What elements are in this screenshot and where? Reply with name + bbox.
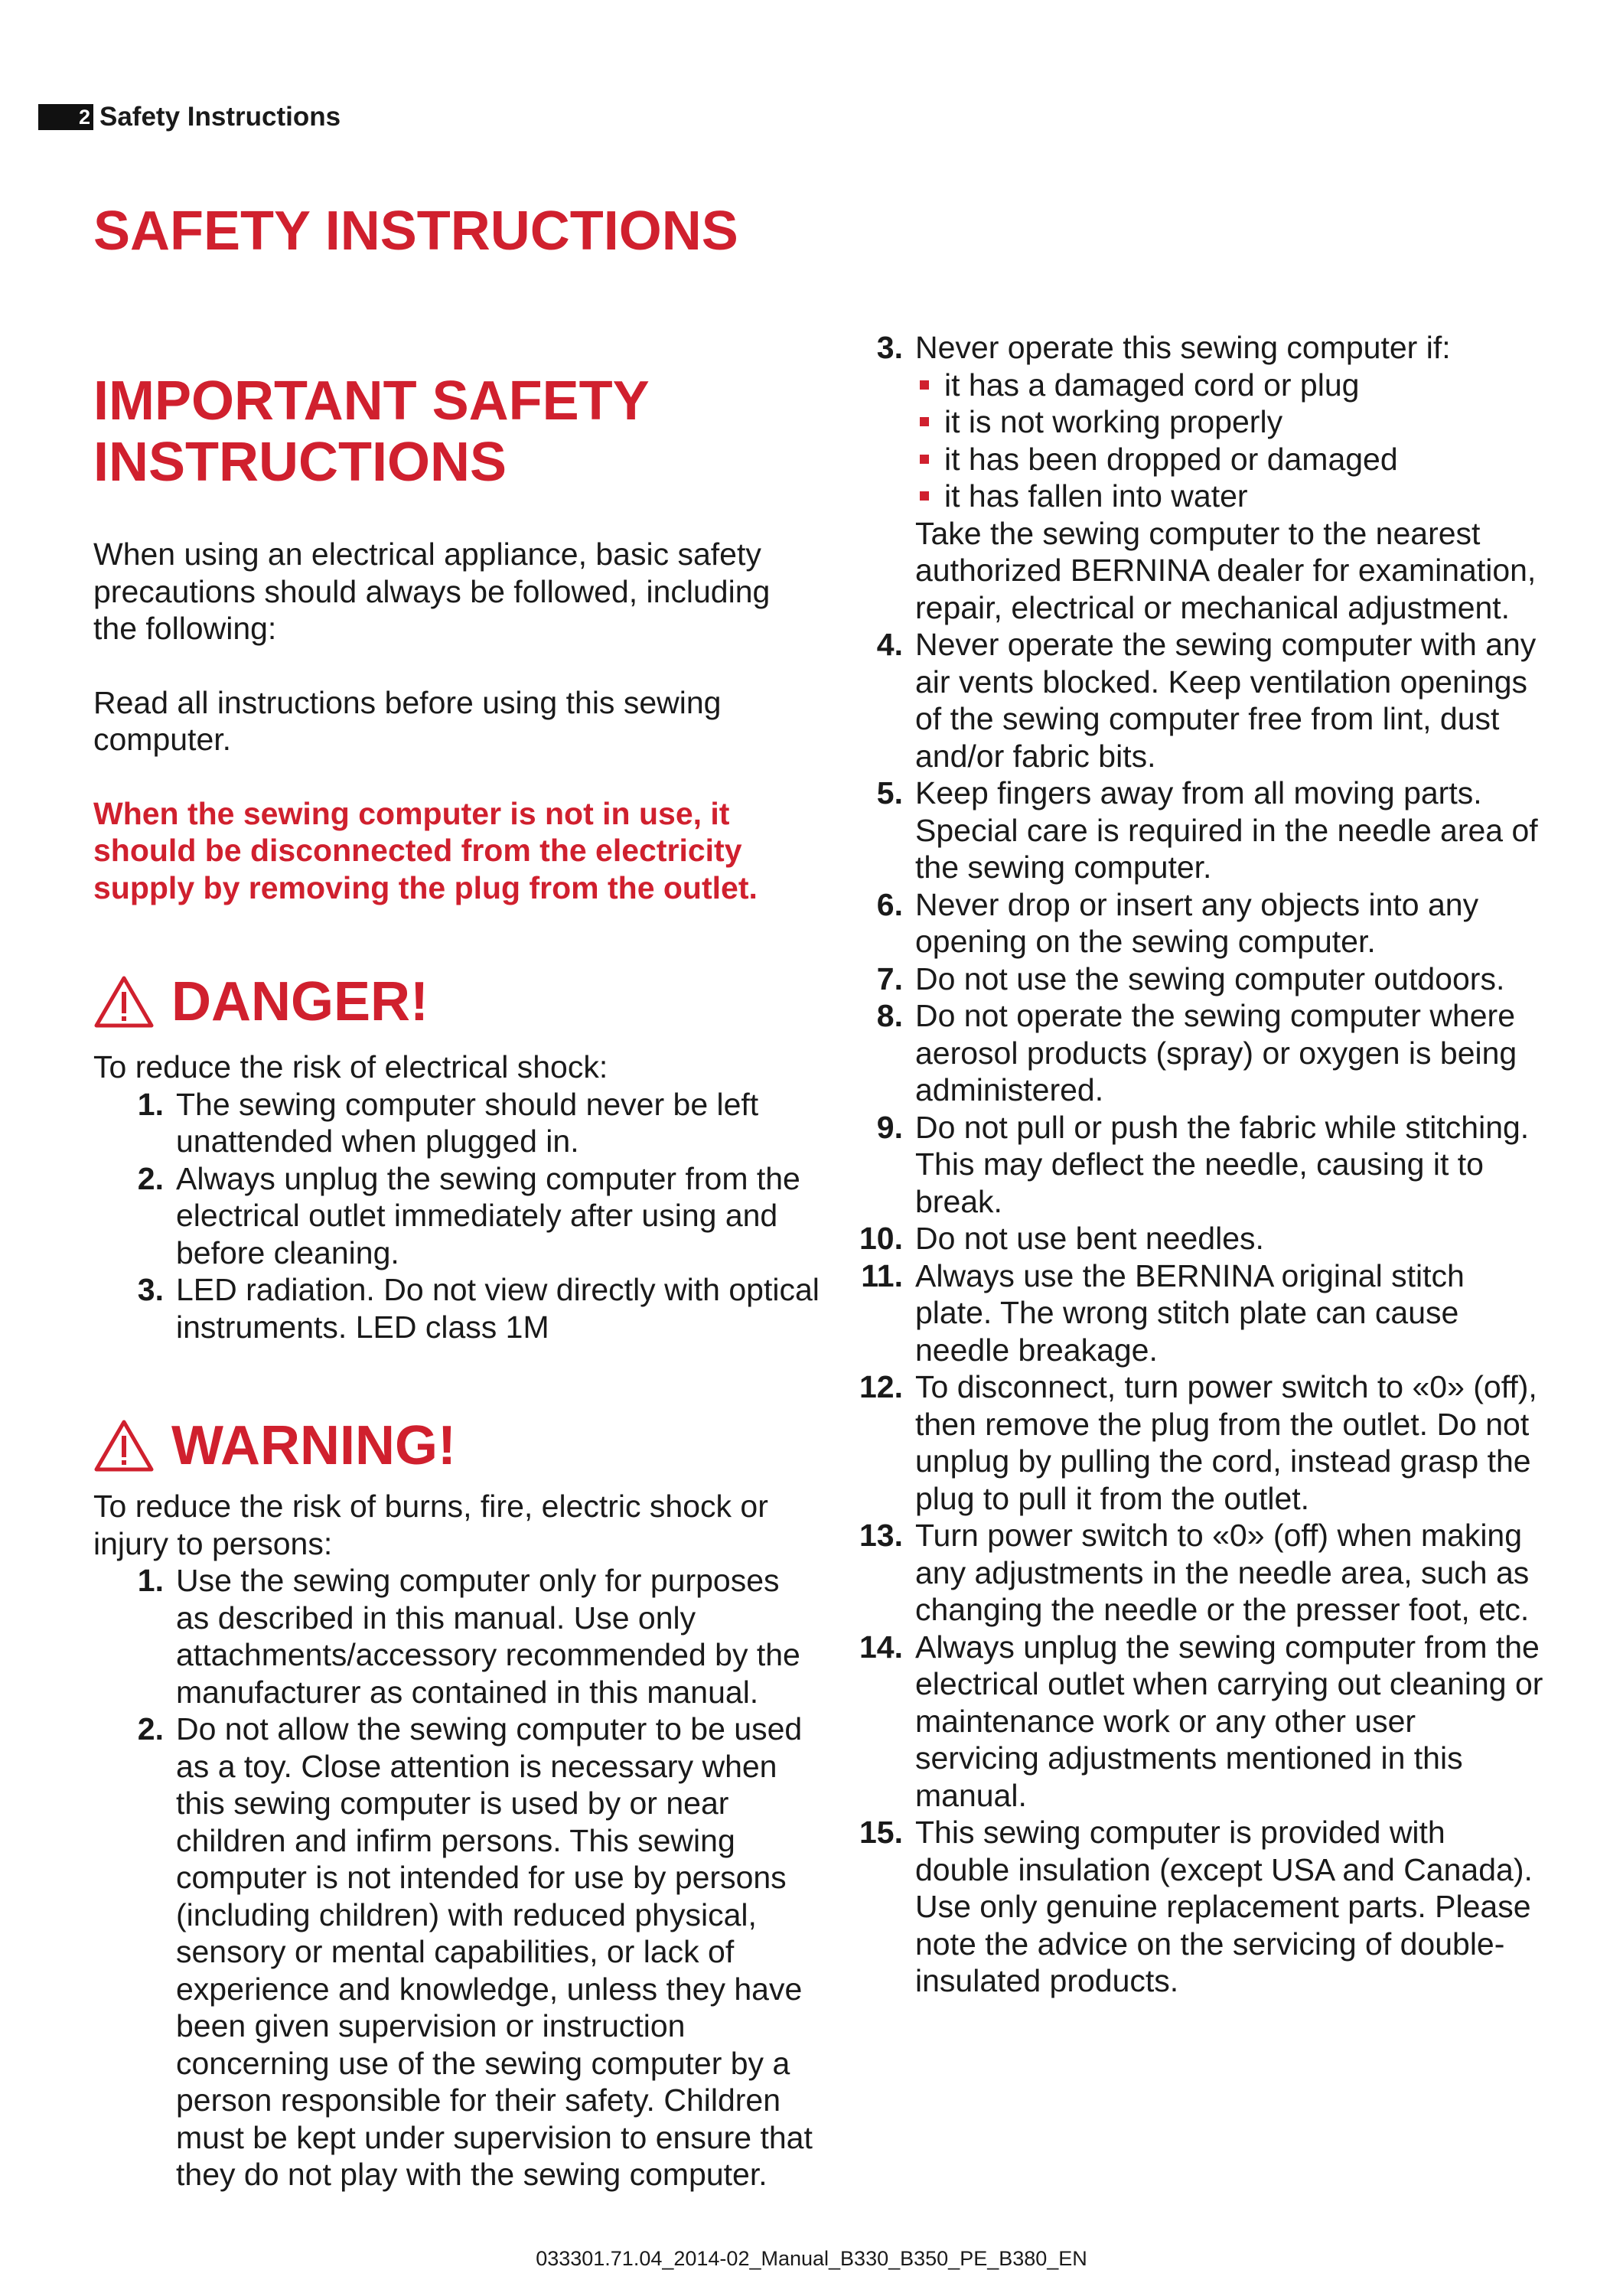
- list-item: [842, 626, 1546, 775]
- item-text: Always unplug the sewing computer from the electrical outlet when carrying out cleaning or maintenance work or any other user servicing adjustments mentioned in this manual.: [915, 1629, 1543, 1813]
- item-number: 1.: [137, 1086, 164, 1122]
- list-item: [93, 1562, 820, 1711]
- square-bullet-icon: [920, 491, 929, 501]
- item-text: Do not pull or push the fabric while stitching. This may deflect the needle, causing it to break.: [915, 1109, 1530, 1219]
- list-item: [842, 1220, 1546, 1257]
- danger-heading: [93, 967, 820, 1036]
- item-number: 6.: [876, 886, 903, 922]
- item-number: 10.: [859, 1221, 903, 1256]
- page-header: [38, 103, 341, 132]
- bullet-text: it is not working properly: [944, 404, 1283, 439]
- danger-list: [93, 1086, 820, 1346]
- bullet-item: [915, 367, 1546, 404]
- page-title: SAFETY INSTRUCTIONS: [93, 201, 738, 262]
- page-number: 2: [38, 104, 93, 130]
- item-text: Always unplug the sewing computer from the electrical outlet immediately after using and before cleaning.: [176, 1160, 800, 1270]
- read-all-paragraph: Read all instructions before using this sewing computer.: [93, 684, 722, 757]
- list-item: [842, 960, 1546, 998]
- bullet-text: it has been dropped or damaged: [944, 441, 1398, 477]
- warning-title: WARNING!: [171, 1415, 456, 1476]
- item-text: Do not use the sewing computer outdoors.: [915, 960, 1505, 996]
- list-item: [842, 1368, 1546, 1517]
- warning-intro: To reduce the risk of burns, fire, electric shock or injury to persons:: [93, 1489, 768, 1561]
- bullet-item: [915, 478, 1546, 515]
- item-number: 2.: [137, 1160, 164, 1196]
- item-number: 12.: [859, 1369, 903, 1404]
- item-number: 5.: [876, 775, 903, 810]
- list-item: [842, 775, 1546, 886]
- warning-triangle-icon: [93, 975, 155, 1029]
- right-column: [842, 329, 1546, 2000]
- disconnect-note: When the sewing computer is not in use, it should be disconnected from the electricity supply by removing the plug from the outlet.: [93, 795, 758, 905]
- list-item: [842, 1257, 1546, 1369]
- item-text: Keep fingers away from all moving parts. Special care is required in the needle area of the sewing computer.: [915, 775, 1538, 885]
- item-text: Turn power switch to «0» (off) when making any adjustments in the needle area, such as changing the needle or the presser foot, etc.: [915, 1518, 1530, 1627]
- footer-doc-id: 033301.71.04_2014-02_Manual_B330_B350_PE_B380_EN: [536, 2247, 1087, 2270]
- bullet-item: [915, 403, 1546, 441]
- list-item: [93, 1271, 820, 1345]
- bullet-text: it has fallen into water: [944, 478, 1248, 514]
- condition-bullets: [915, 367, 1546, 515]
- warning-heading: [93, 1411, 820, 1480]
- list-item: [93, 1711, 820, 2193]
- list-item: [842, 1517, 1546, 1629]
- list-item: [842, 997, 1546, 1109]
- important-heading: IMPORTANT SAFETY INSTRUCTIONS: [93, 370, 649, 493]
- item-text: Take the sewing computer to the nearest authorized BERNINA dealer for examination, repair, electrical or mechanical adjustment.: [915, 515, 1537, 625]
- item-text: This sewing computer is provided with double insulation (except USA and Canada). Use only genuine replacement parts. Please note the advice on the servicing of double-insulated products.: [915, 1815, 1533, 1998]
- item-text: Never operate the sewing computer with any air vents blocked. Keep ventilation openings of the sewing computer free from lint, dust and/or fabric bits.: [915, 627, 1537, 774]
- header-section-title: Safety Instructions: [99, 102, 341, 132]
- item-number: 3.: [876, 330, 903, 365]
- list-item: [93, 1086, 820, 1160]
- list-item: [842, 1629, 1546, 1815]
- item-number: 7.: [876, 960, 903, 996]
- item-text: Never drop or insert any objects into any opening on the sewing computer.: [915, 886, 1479, 959]
- item-number: 2.: [137, 1711, 164, 1746]
- list-item: [842, 329, 1546, 626]
- list-item: [842, 1814, 1546, 2000]
- item-text: Use the sewing computer only for purposes as described in this manual. Use only attachments/accessory recommended by the manufacturer as contained in this manual.: [176, 1563, 800, 1710]
- danger-title: DANGER!: [171, 971, 429, 1032]
- right-list-continued: [842, 626, 1546, 2000]
- square-bullet-icon: [920, 417, 929, 426]
- item-number: 4.: [876, 627, 903, 662]
- item-number: 9.: [876, 1109, 903, 1145]
- item-number: 14.: [859, 1629, 903, 1665]
- item-number: 1.: [137, 1563, 164, 1598]
- item-number: 15.: [859, 1815, 903, 1850]
- item-text: Always use the BERNINA original stitch plate. The wrong stitch plate can cause needle breakage.: [915, 1257, 1465, 1368]
- right-list: [842, 329, 1546, 626]
- list-item: [842, 886, 1546, 960]
- item-text: LED radiation. Do not view directly with optical instruments. LED class 1M: [176, 1272, 820, 1345]
- bullet-text: it has a damaged cord or plug: [944, 367, 1360, 403]
- left-column: [93, 199, 820, 2193]
- bullet-item: [915, 441, 1546, 478]
- danger-intro: To reduce the risk of electrical shock:: [93, 1049, 608, 1084]
- warning-list: [93, 1562, 820, 2193]
- item-number: 8.: [876, 998, 903, 1033]
- intro-paragraph: When using an electrical appliance, basic safety precautions should always be followed, including the following:: [93, 536, 771, 646]
- item-text: The sewing computer should never be left unattended when plugged in.: [176, 1086, 759, 1159]
- item-text: Never operate this sewing computer if:: [915, 330, 1451, 365]
- item-number: 13.: [859, 1518, 903, 1553]
- square-bullet-icon: [920, 455, 929, 464]
- item-number: 11.: [861, 1257, 903, 1293]
- list-item: [93, 1160, 820, 1272]
- item-text: Do not use bent needles.: [915, 1221, 1264, 1256]
- warning-triangle-icon: [93, 1419, 155, 1473]
- list-item: [842, 1109, 1546, 1221]
- square-bullet-icon: [920, 380, 929, 390]
- item-text: Do not allow the sewing computer to be used as a toy. Close attention is necessary when this sewing computer is used by or near children and infirm persons. This sewing computer is not intended for use by persons (including children) with reduced physical, sensory or mental capabilities, or lack of experience and knowledge, unless they have been given supervision or instruction concerning use of the sewing computer by a person responsible for their safety. Children must be kept under supervision to ensure that they do not play with the sewing computer.: [176, 1711, 813, 2192]
- item-text: Do not operate the sewing computer where aerosol products (spray) or oxygen is being administered.: [915, 998, 1517, 1107]
- item-number: 3.: [137, 1272, 164, 1307]
- item-text: To disconnect, turn power switch to «0» (off), then remove the plug from the outlet. Do not unplug by pulling the cord, instead grasp the plug to pull it from the outlet.: [915, 1369, 1537, 1516]
